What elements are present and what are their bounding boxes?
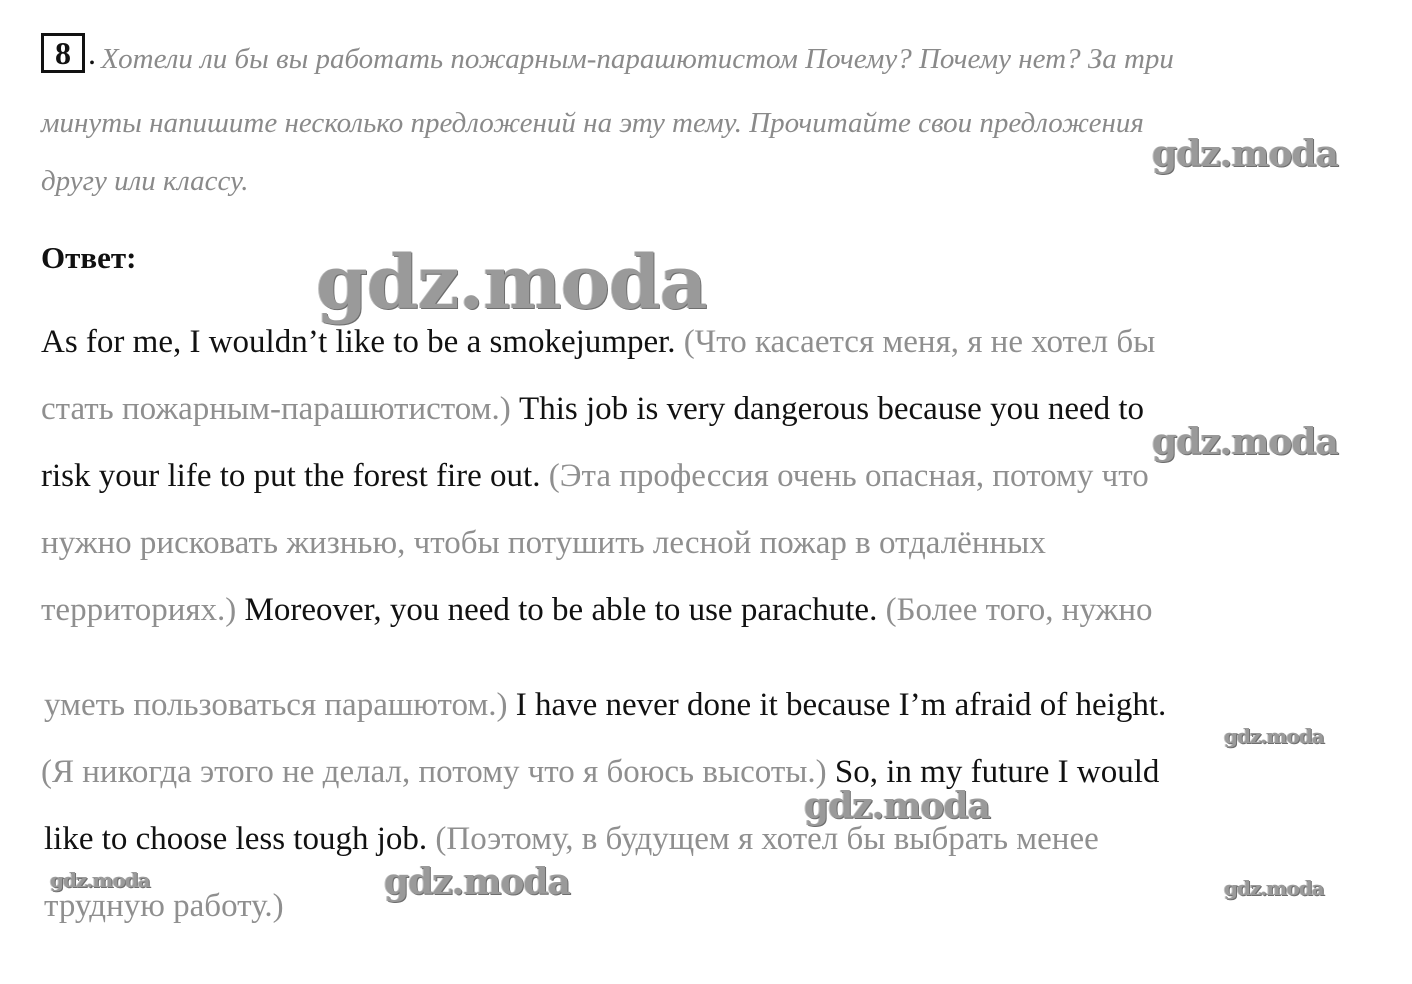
answer-line-2-ru: стать пожарным-парашютистом.) (41, 391, 520, 427)
answer-heading: Ответ: (41, 240, 137, 275)
task-line-3: другу или классу. (41, 165, 249, 197)
answer-line-4-ru: нужно рисковать жизнью, чтобы потушить лесной пожар в отдалённых (41, 525, 1046, 561)
answer-line-2-en: This job is very dangerous because you need to (519, 391, 1145, 427)
answer-line-9-ru: трудную работу.) (44, 888, 284, 924)
answer-line-3 (41, 457, 1149, 495)
task-number: 8 (41, 33, 85, 73)
answer-line-4 (41, 524, 1046, 562)
answer-line-1-en: As for me, I wouldn’t like to be a smokejumper. (41, 324, 684, 360)
answer-line-5-ru2: (Более того, нужно (885, 592, 1153, 628)
task-line-2: минуты напишите несколько предложений на эту тему. Прочитайте свои предложения (41, 107, 1144, 139)
answer-line-5-ru: территориях.) (41, 592, 245, 628)
answer-line-1-ru: (Что касается меня, я не хотел бы (683, 324, 1156, 360)
watermark-logo: gdz.moda (50, 868, 150, 892)
answer-line-3-en: risk your life to put the forest fire out. (41, 458, 549, 494)
answer-line-7-en: So, in my future I would (834, 754, 1160, 790)
watermark-logo: gdz.moda (1152, 421, 1338, 463)
task-number-dot: . (88, 35, 96, 71)
answer-line-1 (41, 323, 1155, 361)
watermark-logo: gdz.moda (316, 240, 707, 326)
answer-line-5 (41, 591, 1152, 629)
watermark-logo: gdz.moda (1152, 133, 1338, 175)
task-line-1: Хотели ли бы вы работать пожарным-парашютистом Почему? Почему нет? За три (101, 43, 1174, 75)
watermark-logo: gdz.moda (1224, 876, 1324, 900)
watermark-logo: gdz.moda (804, 785, 990, 827)
answer-line-7 (41, 753, 1159, 791)
answer-line-6-ru: уметь пользоваться парашютом.) (44, 687, 516, 723)
answer-line-3-ru: (Эта профессия очень опасная, потому что (548, 458, 1149, 494)
answer-line-7-ru: (Я никогда этого не делал, потому что я боюсь высоты.) (41, 754, 835, 790)
answer-line-8-ru: (Поэтому, в будущем я хотел бы выбрать менее (435, 821, 1099, 857)
answer-line-5-en: Moreover, you need to be able to use parachute. (244, 592, 886, 628)
answer-line-9 (44, 887, 284, 925)
answer-line-8-en: like to choose less tough job. (44, 821, 436, 857)
answer-line-6-en: I have never done it because I’m afraid of height. (515, 687, 1167, 723)
answer-line-6 (44, 686, 1166, 724)
answer-line-2 (41, 390, 1144, 428)
watermark-logo: gdz.moda (384, 861, 570, 903)
watermark-logo: gdz.moda (1224, 724, 1324, 748)
